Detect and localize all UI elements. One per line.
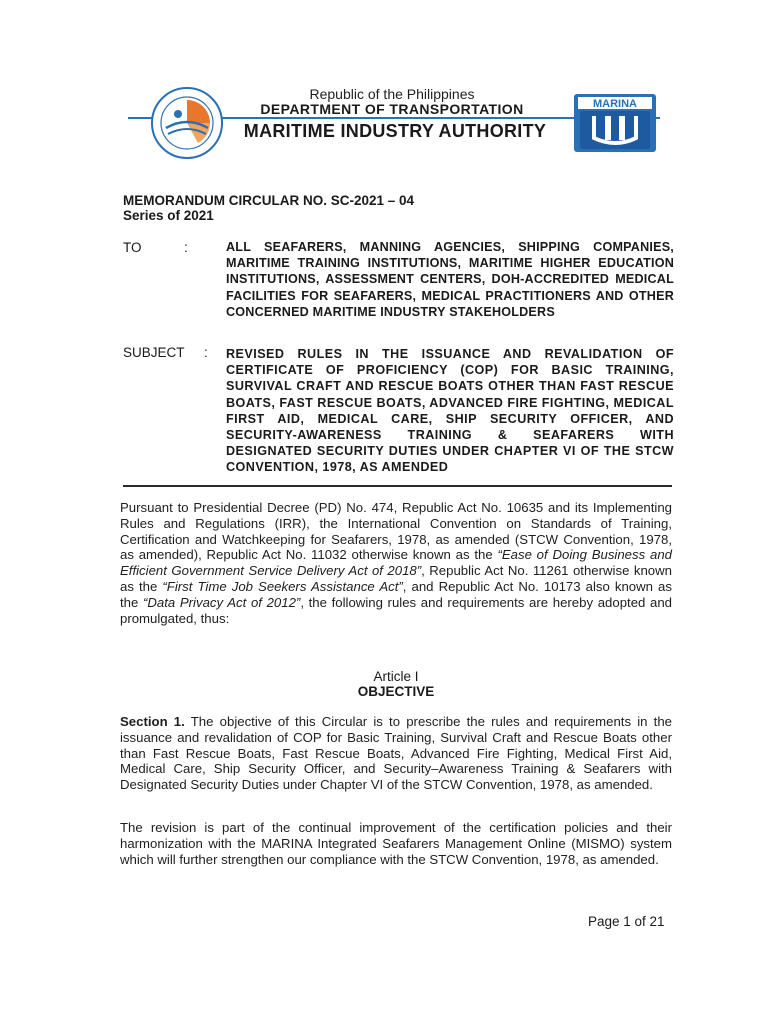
subject-text: REVISED RULES IN THE ISSUANCE AND REVALIDATION OF CERTIFICATE OF PROFICIENCY (COP) FOR BASIC TRAINING, SURVIVAL CRAFT AND RESCUE BOATS OTHER THAN FAST RESCUE BOATS, FAST RESCUE BOATS, ADVANCED FIRE FIGHTING, MEDICAL FIRST AID, MEDICAL CARE, SHIP SECURITY OFFICER, AND SECURITY-AWARENESS TRAINING & SEAFARERS WITH DESIGNATED SECURITY DUTIES UNDER CHAPTER VI OF THE STCW CONVENTION, 1978, AS AMENDED <box>226 347 674 475</box>
preamble-text-1: Pursuant to Presidential Decree (PD) No. 474, Republic Act No. 10635 and its Implementing Rules and Regulations (IRR), the International Convention on Standards of Training, Certification and Watchkeeping for Seafarers, 1978, as amended (STCW Convention, 1978, as amended), Republic Act No. 11032 otherwise known as the <box>120 500 672 563</box>
department-of-transportation-seal-icon <box>150 86 224 160</box>
preamble-text-3: , and Republic Act No. 10173 also known as the <box>120 578 672 610</box>
memorandum-number: MEMORANDUM CIRCULAR NO. SC-2021 – 04 <box>123 193 415 208</box>
revision-paragraph: The revision is part of the continual improvement of the certification policies and their harmonization with the MARINA Integrated Seafarers Management Online (MISMO) system which will further strengthen our compliance with the STCW Convention, 1978, as amended. <box>120 820 672 867</box>
section-1-label: Section 1. <box>120 714 185 729</box>
preamble-act-title-3: “Data Privacy Act of 2012” <box>142 594 301 610</box>
article-title: OBJECTIVE <box>357 684 435 699</box>
marina-logo-text: MARINA <box>593 98 637 110</box>
preamble-text-2: , Republic Act No. 11261 otherwise known as the <box>120 563 672 594</box>
letterhead-republic: Republic of the Philippines <box>309 86 475 102</box>
letterhead-department: DEPARTMENT OF TRANSPORTATION <box>260 101 524 117</box>
section-1-paragraph <box>120 714 672 793</box>
article-number: Article I <box>373 669 419 684</box>
letterhead-agency: MARITIME INDUSTRY AUTHORITY <box>243 121 547 141</box>
to-label: TO <box>123 240 142 255</box>
subject-label: SUBJECT <box>123 345 185 360</box>
section-1-text: The objective of this Circular is to prescribe the rules and requirements in the issuance and revalidation of COP for Basic Training, Survival Craft and Rescue Boats other than Fast Rescue Boats, Fast Rescue Boats, Advanced Fire Fighting, Medical First Aid, Medical Care, Ship Security Officer, and Security–Awareness Training & Seafarers with Designated Security Duties under Chapter VI of the STCW Convention, 1978, as amended. <box>120 714 673 793</box>
memorandum-series: Series of 2021 <box>123 208 214 223</box>
preamble-text-4: , the following rules and requirements are hereby adopted and promulgated, thus: <box>120 594 673 626</box>
subject-colon: : <box>204 345 208 360</box>
to-colon: : <box>184 240 188 255</box>
preamble-act-title-1: “Ease of Doing Business and Efficient Government Service Delivery Act of 2018” <box>120 547 672 579</box>
marina-logo-icon <box>572 92 658 154</box>
subject-divider <box>123 485 672 487</box>
to-recipients: ALL SEAFARERS, MANNING AGENCIES, SHIPPING COMPANIES, MARITIME TRAINING INSTITUTIONS, MARITIME HIGHER EDUCATION INSTITUTIONS, ASSESSMENT CENTERS, DOH-ACCREDITED MEDICAL FACILITIES FOR SEAFARERS, MEDICAL PRACTITIONERS AND OTHER CONCERNED MARITIME INDUSTRY STAKEHOLDERS <box>226 240 674 319</box>
preamble-act-title-2: “First Time Job Seekers Assistance Act” <box>162 578 403 594</box>
preamble-paragraph <box>120 500 672 626</box>
page-number: Page 1 of 21 <box>588 914 665 929</box>
